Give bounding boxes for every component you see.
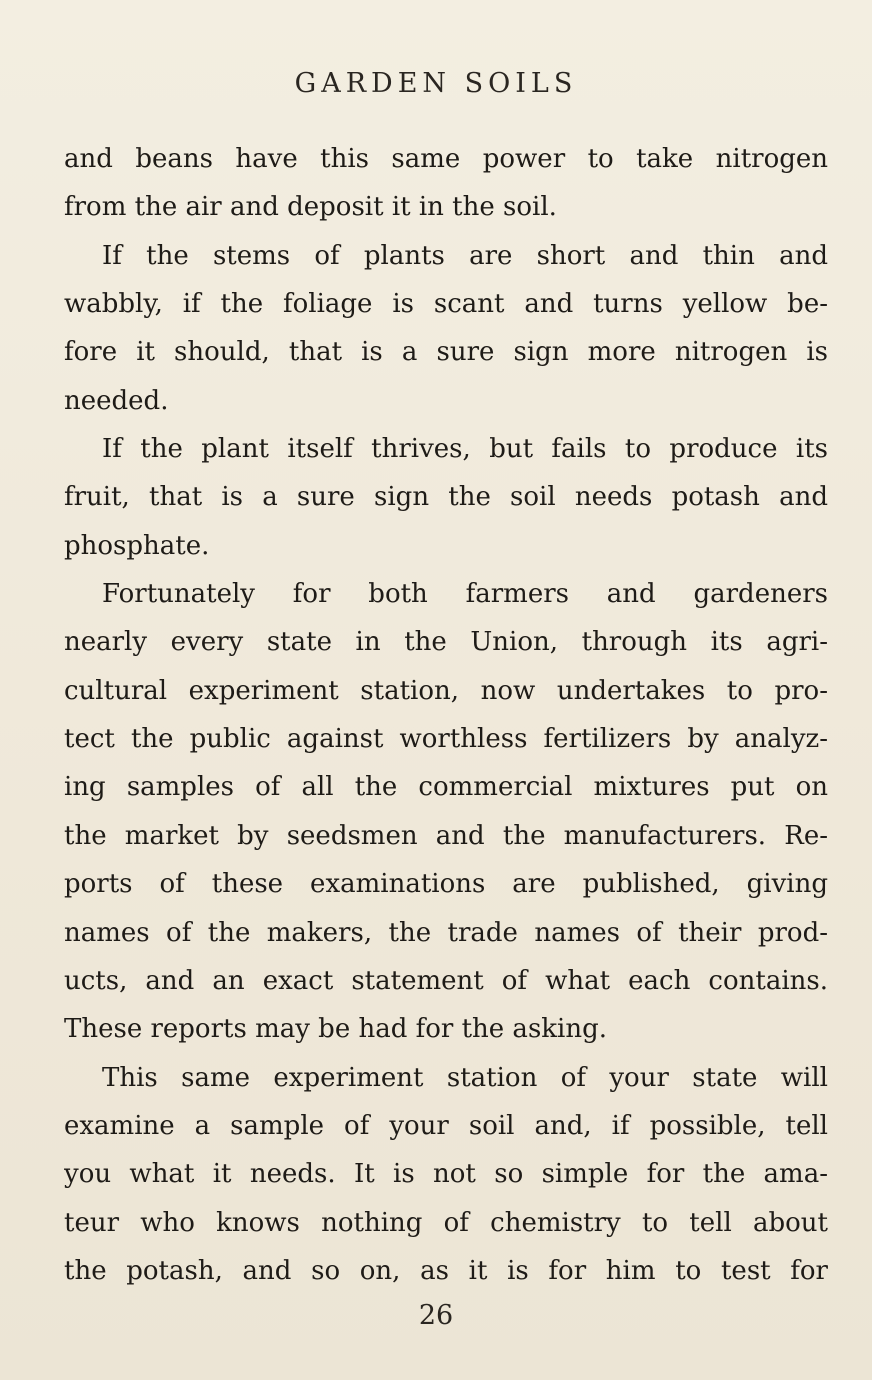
page-number: 26 xyxy=(418,1300,454,1331)
text-line: If the stems of plants are short and thin and xyxy=(102,240,828,271)
text-line: nearly every state in the Union, through its agri- xyxy=(64,627,828,658)
text-line: the potash, and so on, as it is for him to test for xyxy=(64,1255,828,1286)
text-line: and beans have this same power to take nitrogen xyxy=(64,144,828,174)
text-line: ing samples of all the commercial mixtures put on xyxy=(64,772,828,803)
text-line: tect the public against worthless fertilizers by analyz- xyxy=(64,724,828,755)
text-line: the market by seedsmen and the manufacturers. Re- xyxy=(64,820,828,851)
text-line: If the plant itself thrives, but fails to produce its xyxy=(102,434,828,465)
text-line: phosphate. xyxy=(64,530,210,561)
text-line: fruit, that is a sure sign the soil needs potash and xyxy=(64,482,828,513)
text-line: ports of these examinations are published, giving xyxy=(64,869,828,900)
text-line: These reports may be had for the asking. xyxy=(64,1014,608,1045)
text-line: This same experiment station of your state will xyxy=(102,1062,828,1093)
body-text xyxy=(64,135,828,1295)
text-line: ucts, and an exact statement of what each contains. xyxy=(64,965,828,996)
text-line: fore it should, that is a sure sign more nitrogen is xyxy=(64,337,828,368)
text-line: cultural experiment station, now undertakes to pro- xyxy=(64,675,828,706)
text-line: examine a sample of your soil and, if possible, tell xyxy=(64,1110,828,1141)
text-line: teur who knows nothing of chemistry to tell about xyxy=(64,1207,828,1238)
text-line: needed. xyxy=(64,385,169,416)
text-line: Fortunately for both farmers and gardeners xyxy=(102,579,828,610)
text-line: from the air and deposit it in the soil. xyxy=(64,192,557,223)
text-line: names of the makers, the trade names of their prod- xyxy=(64,917,828,948)
running-head: GARDEN SOILS xyxy=(294,68,578,99)
text-line: wabbly, if the foliage is scant and turns yellow be- xyxy=(64,289,828,320)
text-line: you what it needs. It is not so simple for the ama- xyxy=(64,1159,828,1190)
